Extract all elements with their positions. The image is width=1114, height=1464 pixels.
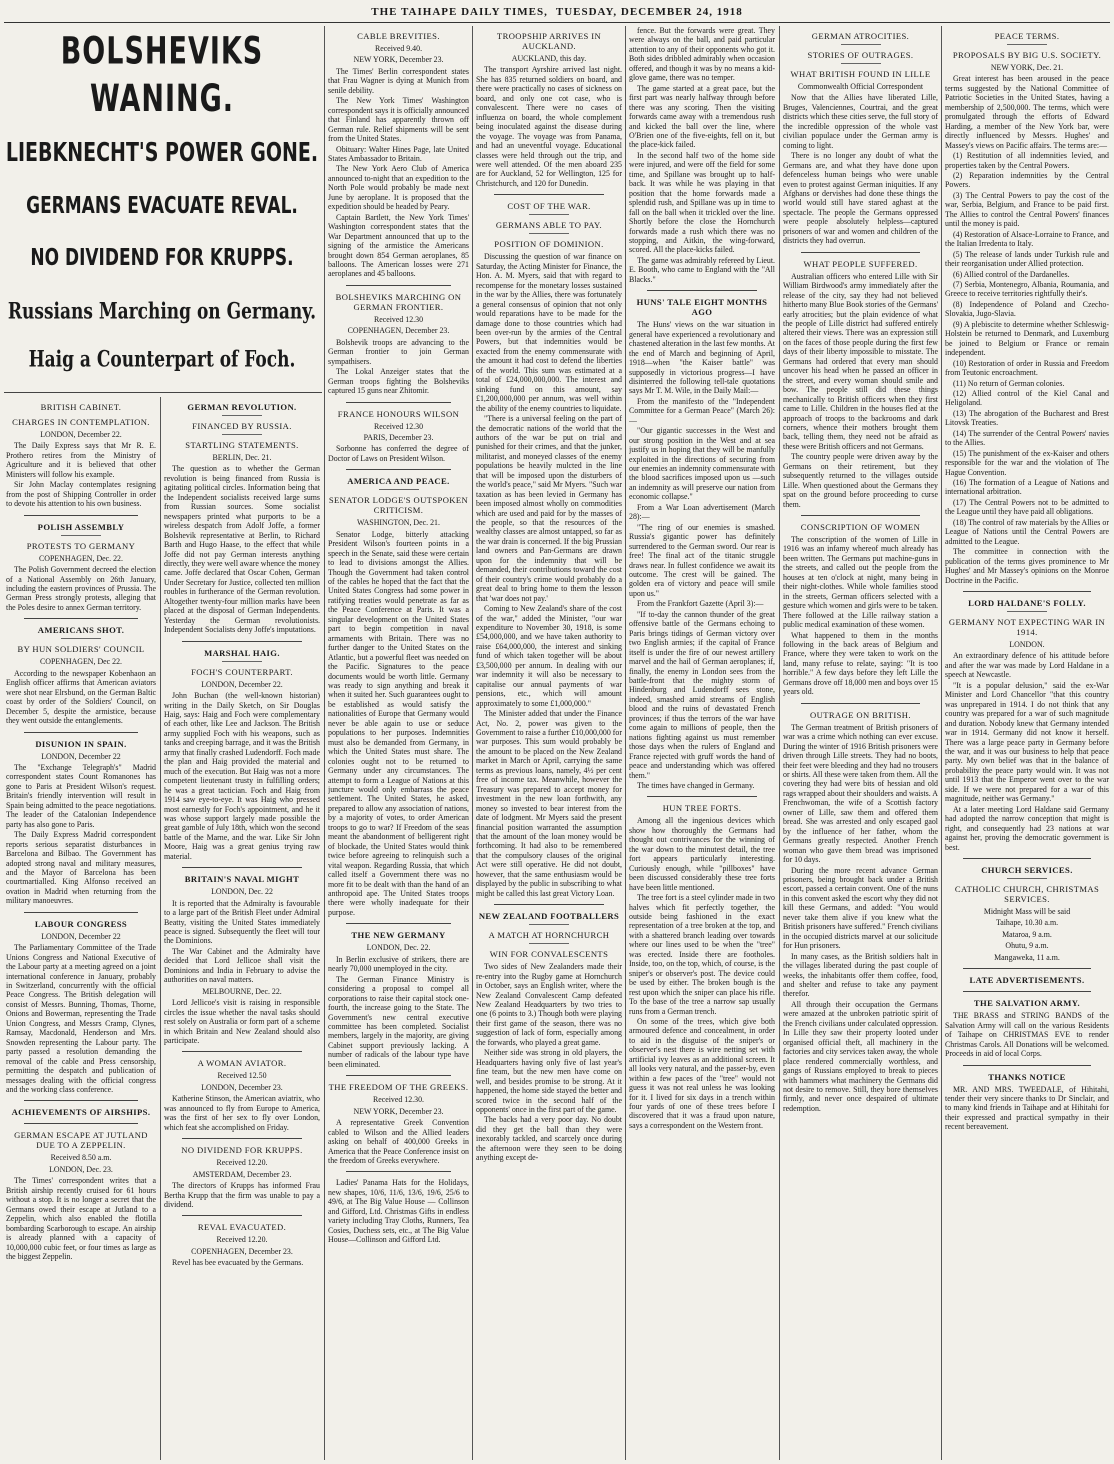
- rule: [24, 912, 138, 913]
- rule: [529, 943, 569, 944]
- column-6: [783, 26, 938, 1460]
- rule: [1007, 44, 1047, 45]
- article-paragraph: The Times' Berlin correspondent states that Frau Wagner is dying at Munich from senile debility.: [328, 66, 469, 95]
- column-3: [328, 26, 469, 1460]
- rule: [529, 214, 569, 215]
- article-heading: MARSHAL HAIG.: [204, 647, 280, 658]
- article-heading: CATHOLIC CHURCH, CHRISTMAS SERVICES.: [954, 883, 1100, 904]
- rule: [801, 703, 920, 704]
- article-paragraph: There is no longer any doubt of what the Germans are, and what they have done upon defenceless human beings who were unable even to protest against German iniquities. If any Afghans or dervishes had done these things the world would still have stared aghast at the spectacle. The people the Germans oppressed were people absolutely helpless—captured prisoners of war and women and children of the districts they had overrun.: [783, 151, 938, 246]
- article-paragraph: The "Exchange Telegraph's" Madrid correspondent states Count Romanones has gone to Paris at President Wilson's request. Britain's friendly intervention will result in Spain being admitted to the peace negotiations. The leader of the Catalonian Independence party has also gone to Paris.: [6, 762, 156, 829]
- article-paragraph: Ladies' Panama Hats for the Holidays, new shapes, 10/6, 11/6, 13/6, 19/6, 25/6 to 49/6, at The Big Value House — Collinson and Gifford, Ltd. Christmas Gifts in endless variety including Tray Cloths, Runners, Tea Cosies, Duchess sets, etc., at The Big Value House—Collinson and Gifford Ltd.: [328, 1178, 469, 1245]
- article-paragraph: (6) Allied control of the Dardanelles.: [953, 269, 1070, 279]
- column-divider: [779, 26, 780, 1460]
- rule: [346, 402, 451, 403]
- dateline: LONDON, December 22.: [40, 430, 122, 439]
- article-paragraph: "It is a popular delusion," said the ex-War Minister and Lord Chancellor "that this country was unprepared in 1914. I do not think that any country was prepared for a war of such magnitude and duration. Nobody knew that Germany intended war in 1914. Germany did not know it herself. There was a large peace party in Germany before the war, and it was our business to help that peace party. My own belief was that in the balance of probability the peace party would win. It was not until 1913 that the Emperor went over to the war side. If we were not prepared for a war of this magnitude, neither was Germany.": [945, 680, 1109, 804]
- article-paragraph: Now that the Allies have liberated Lille, Bruges, Valenciennes, Courtrai, and the great districts which these cities serve, the full story of the incredible oppression of the whole vast civilian populace under the German army is coming to light.: [783, 93, 938, 150]
- article-heading: CHURCH SERVICES.: [981, 864, 1073, 875]
- rule: [182, 1051, 302, 1052]
- rule: [494, 904, 604, 905]
- article-paragraph: The game started at a great pace, but the first part was nearly halfway through before there was any scoring. Then the visiting forwards came away with a tremendous rush and kicked the ball over the line, where O'Brien one of the five-eights, fell on it, but the place-kick failed.: [629, 83, 775, 150]
- rule: [647, 290, 757, 291]
- article-paragraph: "If to-day the cannon thunder of the great offensive battle of the Germans echoing to Paris brings tidings of German victory over two English armies; if the capital of France itself is under the fire of our newest artillery marvel and the hail of German aeroplanes; if, finally, the enemy in London sees from the battle-front that the mighty storm of Hindenburg and Ludendorff sees stone, indeed, smashed amid streams of English blood and the ruins of devastated French provinces; if thus the terrors of the war have come again to millions of people, then the nations fighting against us must remember those days when the rulers of England and France rejected with gruff words the hand of peace and understanding which was offered them.": [629, 609, 775, 780]
- headline-rule: [4, 392, 322, 393]
- dateline: NEW YORK, Dec. 21.: [990, 63, 1064, 72]
- rule: [529, 233, 569, 234]
- dateline: AMSTERDAM, December 23.: [192, 1169, 292, 1179]
- article-paragraph: In Berlin exclusive of strikers, there are nearly 70,000 unemployed in the city.: [328, 954, 469, 974]
- rule: [24, 618, 138, 619]
- rule: [379, 489, 419, 490]
- dateline: BERLIN, Dec. 21.: [212, 453, 272, 462]
- article-heading: HUN TREE FORTS.: [662, 803, 742, 814]
- dateline: Taihape, 10.30 a.m.: [995, 918, 1059, 928]
- article-heading: COST OF THE WAR.: [507, 201, 591, 212]
- rule: [963, 591, 1091, 592]
- article-heading: DISUNION IN SPAIN.: [35, 738, 127, 749]
- article-paragraph: "There is a universal feeling on the part of the democratic nations of the world that the authors of the war be put on trial and punished for their crimes, and that the junker, militarist, and moneyed classes of the enemy populations be heavily mulcted in the line that will be imposed upon the disturbers of the world's peace," said Mr Myers. "Such war taxation as has been levied in Germany has been imposed almost wholly on commodities which are used and paid for by the masses of the people, so that the resources of the wealthy classes are almost untapped, so far as the war drain is concerned. If the big Prussian land owners and Pan-Germans are drawn upon for the indemnity that will be demanded, their contributions toward the cost of their country's crime would probably do a great deal to bring home to them the lesson that 'war does not pay.': [476, 414, 622, 603]
- article-heading: GERMAN REVOLUTION.: [187, 402, 297, 412]
- article-paragraph: Discussing the question of war finance on Saturday, the Acting Minister for Finance, the Hon. A. M. Myers, said that with regard to recompense for the monetary losses sustained in the war by the Allies, there was fortunately a general consensus of opinion that not only would reparations have to be made for the damage done to those countries which had been over-run by the armies of the Central Powers, but that indemnities would be exacted from the enemy commensurate with the amount it had cost to defend the liberties of the world. This sum was estimated at a total of £24,000,000,000. The interest and sinking fund on this amount, say £1,200,000,000 per annum, was well within the ability of the enemy countries to liquidate.: [476, 252, 622, 413]
- article-paragraph: Neither side was strong in old players, the Headquarters having only five of last year's fine team, but the new men have come on well, and besides promise to be strong. At it happened, the home side stayed the better and scored twice in the second half of the opponents' once in the first part of the game.: [476, 1048, 622, 1114]
- article-paragraph: Australian officers who entered Lille with Sir William Birdwood's army immediately after the release of the city, say they had not believed hitherto many Blue Book stories of the Germans' early atrocities; but the plain evidence of what the people of Lille district had suffered entirely altered their views. There was an expression still on the faces of those people during the first few days of their liberty impossible to misstate. The Germans had ordered that every man should uncover his head when he passed an officer in the street, and every woman should smile and bow. The people still did these things mechanically to British officers when they first came to Lille. Children in the houses fled at the approach of troops to the backrooms and dark corners, whence their mothers brought them back, telling them, they need not be afraid as these were British officers and not Germans.: [783, 271, 938, 451]
- rule: [801, 252, 920, 253]
- article-paragraph: The game was admirably refereed by Lieut. E. Booth, who came to England with the "All Blacks.": [629, 255, 775, 284]
- article-paragraph: (17) The Central Powers not to be admitted to the League until they have paid all obligations.: [945, 497, 1109, 517]
- column-divider: [160, 397, 161, 1460]
- article-paragraph: Obituary: Walter Hines Page, late United States Ambassador to Britain.: [328, 144, 469, 163]
- article-paragraph: The German treatment of British prisoners of war was a crime which nothing can ever excuse. During the winter of 1916 British prisoners were driven through Lille streets. They had no boots, their feet were bleeding and they had no trousers or shirts. All these were taken from them. All the covering they had were bits of hessian and old rags wrapped about their shoulders and waists. A Frenchwoman, the wife of a Scottish factory owner of Lille, saw them and offered them bread. She was arrested and only escaped gaol by the influence of her father, whom the Germans greatly respected. Another French woman who gave them bread was imprisoned for 10 days.: [783, 722, 938, 865]
- dateline: LONDON, Dec. 22.: [366, 943, 431, 953]
- rule: [222, 434, 262, 435]
- article-paragraph: (15) The punishment of the ex-Kaiser and others responsible for the war and the violation of The Hague Convention.: [945, 448, 1109, 477]
- dateline: Received 9.40.: [374, 44, 423, 53]
- article-heading: WHAT BRITISH FOUND IN LILLE: [790, 69, 931, 79]
- rule: [182, 867, 302, 868]
- article-heading: AMERICA AND PEACE.: [347, 476, 450, 487]
- dateline: AUCKLAND, this day.: [511, 54, 587, 63]
- article-paragraph: (1) Restitution of all indemnities levied, and properties taken by the Central Powers.: [945, 151, 1109, 170]
- article-paragraph: At a later meeting Lord Haldane said Germany had adopted the narrow conception that might is right, and consequently had 23 nations at war against her, proving the democratic government is best.: [945, 804, 1109, 852]
- dateline: PARIS, December 23.: [363, 432, 434, 442]
- article-paragraph: John Buchan (the well-known historian) writing in the Daily Sketch, on Sir Douglas Haig, says: Haig and Foch were complementary of each other, like Lee and Jackson. The British army supplied Foch with his weapons, such as tanks and creeping barrage, and it was the British army that finally crashed Ludendorff. Foch made the plan and Haig provided the material and much of the execution. But Haig was not a more competent lieutenant trusty in fulfilling orders; he was a great tactician. Foch and Haig from 1914 saw eye-to-eye. It was Haig who pressed most earnestly for Foch's appointment, and he it was whose support largely made possible the great gamble of July 18th, which won the second battle of the Marne, and the war. Like Sir John Moore, Haig was a great genius trying raw material.: [164, 691, 320, 861]
- article-heading: BRITAIN'S NAVAL MIGHT: [184, 874, 300, 885]
- article-paragraph: Lord Jellicoe's visit is raising in responsible circles the issue whether the naval tasks should rest solely on Australia or form part of a scheme in which Britain and New Zealand should also participate.: [164, 998, 320, 1046]
- article-heading: CHARGES IN CONTEMPLATION.: [12, 417, 150, 427]
- article-paragraph: Sir John Maclay contemplates resigning from the post of Shipping Controller in order to devote his attention to his own business.: [6, 480, 156, 509]
- rule: [346, 1171, 451, 1172]
- article-heading: CONSCRIPTION OF WOMEN: [800, 522, 921, 533]
- article-paragraph: (3) The Central Powers to pay the cost of the war, Serbia, Belgium, and France to be paid first. The Allies to control the Central Powers' finances until the money is paid.: [945, 190, 1109, 229]
- rule: [963, 858, 1091, 859]
- article-heading: REVAL EVACUATED.: [197, 1222, 287, 1233]
- article-paragraph: The New York Times' Washington correspondent says it is officially announced that Finland has apparently thrown off German rule. Relief shipments will be sent from the United States.: [328, 96, 469, 144]
- headline-3: GERMANS EVACUATE REVAL.: [26, 192, 298, 220]
- dateline: LONDON, December 23.: [201, 1082, 283, 1092]
- dateline: Ohutu, 9 a.m.: [1005, 941, 1049, 951]
- headline-6: Haig a Counterpart of Foch.: [28, 347, 296, 373]
- article-paragraph: (11) No return of German colonies.: [953, 378, 1065, 388]
- article-paragraph: The War Cabinet and the Admiralty have decided that Lord Jellicoe shall visit the Dominions and India in February to advise the authorities on naval matters.: [164, 946, 320, 985]
- article-paragraph: A representative Greek Convention cabled to Wilson and the Allied leaders asking on behalf of 400,000 Greeks in America that the Peace Conference insist on the freedom of Greeks everywhere.: [328, 1118, 469, 1165]
- rule: [61, 535, 101, 536]
- column-divider: [625, 26, 626, 1460]
- headline-5: Russians Marching on Germany.: [7, 299, 317, 325]
- article-paragraph: (18) The control of raw materials by the Allies or League of Nations until the Central Powers are admitted to the League.: [945, 517, 1109, 546]
- article-heading: THE NEW GERMANY: [351, 930, 446, 941]
- column-divider: [472, 26, 473, 1460]
- article-paragraph: (13) The abrogation of the Bucharest and Brest Litovsk Treaties.: [945, 408, 1109, 428]
- article-heading: PEACE TERMS.: [994, 31, 1060, 41]
- article-paragraph: (2) Reparation indemnities by the Central Powers.: [945, 170, 1109, 190]
- article-heading: TROOPSHIP ARRIVES IN AUCKLAND.: [496, 31, 602, 51]
- dateline: Mataroa, 9 a.m.: [1002, 929, 1052, 939]
- masthead-date: TUESDAY, DECEMBER 24, 1918: [555, 6, 743, 18]
- article-paragraph: The Daily Express Madrid correspondent reports serious separatist disturbances in Barcelona and Bilbao. The Government has adopted strong naval and military measures, and the Mayor of Barcelona has been courtmartialled. King Alfonso received an ovation in Madrid when returning from the military manoeuvres.: [6, 830, 156, 906]
- article-paragraph: Among all the ingenious devices which show how thoroughly the Germans had thought out contrivances for the winning of the war down to the minutest detail, the tree fort appears particularly interesting. Curiously enough, while "pillboxes" have been discussed considerably these tree forts have been little mentioned.: [629, 816, 775, 892]
- rule: [24, 732, 138, 733]
- dateline: LONDON, Dec. 22: [211, 887, 273, 897]
- article-paragraph: The directors of Krupps has informed Frau Bertha Krupp that the firm was unable to pay a dividend.: [164, 1181, 320, 1209]
- dateline: Commonwealth Official Correspondent: [797, 82, 924, 91]
- article-heading: FRANCE HONOURS WILSON: [337, 408, 460, 419]
- rule: [346, 285, 451, 286]
- dateline: LONDON, December 22: [41, 931, 121, 941]
- article-heading: GERMAN ATROCITIES.: [811, 31, 910, 41]
- article-paragraph: (7) Serbia, Montenegro, Albania, Roumania, and Greece to receive territories rightfully their's.: [945, 279, 1109, 299]
- article-paragraph: The Minister added that under the Finance Act, No. 2, power was given to the Government to raise a further £10,000,000 for war purposes. This sum would probably be the amount to be placed on the New Zealand market in March or April, carrying the same terms as previous loans, namely, 4½ per cent free of income tax. Meanwhile, however the Treasury was prepared to accept money for investment in the new loan forthwith, any money so invested to bear interest from the date of lodgment. Mr Myers said the present financial position warranted the assumption that the amount of the loan money would be forthcoming. It had also to be remembered that the compulsory clauses of the original Act were still operative. He did not doubt, however, that the same enthusiasm would be displayed by the public in subscribing to what might be called this last great Victory Loan.: [476, 709, 622, 898]
- article-paragraph: All through their occupation the Germans were amazed at the unbroken patriotic spirit of the French civilians under calculated oppression. In Lille they saw their property looted under organised official theft, all machinery in the factories and city services taken away, the whole place rendered commercially worthless, and gangs of Russians employed to break to pieces with hammers what machinery the Germans did not desire to remove. Still, they bore themselves firmly, and never once despaired of ultimate redemption.: [783, 999, 938, 1113]
- headline-1: BOLSHEVIKS WANING.: [60, 29, 264, 121]
- article-paragraph: Coming to New Zealand's share of the cost of the war," added the Minister, "our war expenditure to November 30, 1918, is some £54,000,000, and we have taken authority to raise £64,000,000, the interest and sinking fund of which taken together will be about £3,500,000 per annum. In dealing with our war indemnity it will also be necessary to capitalise our annual payments of war pensions, etc., which will amount approximately to some £1,000,000.": [476, 604, 622, 708]
- rule: [24, 1123, 138, 1124]
- dateline: Midnight Mass will be said: [983, 906, 1071, 916]
- headline-block: [4, 26, 320, 392]
- rule: [1007, 611, 1047, 612]
- dateline: Received 12.30: [373, 314, 424, 324]
- article-heading: HUNS' TALE EIGHT MONTHS AGO: [636, 297, 768, 318]
- column-5: [629, 26, 775, 1460]
- article-paragraph: "Our gigantic successes in the West and our strong position in the West and at sea justify us in hoping that they will be manfully exploited in the directions of securing from our enemies an indemnity commensurate with the blood sacrifices imposed upon us —such an indemnity as will preserve our nation from economic collapse.": [629, 426, 775, 502]
- article-heading: WHAT PEOPLE SUFFERED.: [803, 258, 918, 269]
- article-heading: THE SALVATION ARMY.: [973, 998, 1081, 1009]
- dateline: LONDON, Dec. 23.: [49, 1164, 113, 1174]
- dateline: Received 8.50 a.m.: [50, 1153, 112, 1163]
- rule: [841, 63, 881, 64]
- article-paragraph: The committee in connection with the publication of the terms gives prominence to Mr Hughes' and Mr Massey's opinions on the Monroe Doctrine in the Pacific.: [945, 547, 1109, 585]
- article-heading: OUTRAGE ON BRITISH.: [810, 709, 911, 720]
- article-paragraph: (5) The release of lands under Turkish rule and their reorganisation under Allied protection.: [945, 249, 1109, 269]
- article-heading: STARTLING STATEMENTS.: [185, 440, 299, 450]
- rule: [1007, 878, 1047, 879]
- article-heading: A MATCH AT HORNCHURCH: [488, 930, 610, 941]
- article-paragraph: The Parliamentary Committee of the Trade Unions Congress and National Executive of the Labour party at a meeting agreed on a joint international conference in January, probably in Switzerland, concurrently with the official Peace Congress. The British delegation will consist of Messrs. Bunning, Thomas, Thorne, Onions and Bowerman, representing the Trade Union Congress, and Messrs Cramp, Clynes, Ramsay, Macdonald, Henderson and Mrs. Snowden representing the Labour party. The party passed a resolution demanding the removal of the cable and Press censorship, permitting the despatch and publication of messages dealing with the official congress and the working class conference.: [6, 943, 156, 1095]
- dateline: Received 12.20.: [216, 1158, 268, 1168]
- article-heading: FINANCED BY RUSSIA.: [192, 421, 292, 431]
- article-paragraph: The backs had a very poor day. No doubt did they get the ball than they were inexorably tackled, and scarcely once during the afternoon were they seen to be doing anything except de-: [476, 1115, 622, 1163]
- column-1: [6, 397, 156, 1460]
- article-paragraph: The New York Aero Club of America announced to-night that an expedition to the North Pole would probably be made next June by aeroplane. It is proposed that the expedition should be headed by Peary.: [328, 164, 469, 212]
- article-paragraph: During the more recent advance German prisoners, being brought back under a British escort, passed a certain convent. One of the nuns in this convent asked the escort why they did not kill these Germans, and added: "You would never take them alive if you knew what the British prisoners have suffered." French civilians in the occupied districts marvel at our solicitude for Hun prisoners.: [783, 865, 938, 951]
- article-paragraph: The transport Ayrshire arrived last night. She has 835 returned soldiers on board, and there were practically no cases of sickness on board, and only one cot case, who is convalescent. There were no cases of influenza on board, the whole complement being inoculated against the disease during the voyage. The voyage was from Panama, and had an uneventful voyage. Educational classes were held through out the trip, and were well attended. Of the men aboard 235 are for Auckland, 52 for Wellington, 125 for Christchurch, and 120 for Dunedin.: [476, 65, 622, 188]
- article-paragraph: Great interest has been aroused in the peace terms suggested by the National Committee of Patriotic Societies in the United States, having a membership of 2,500,000. The terms, which were promulgated through the efforts of Edward Harding, a member of the New York bar, were directly influenced by Messrs. Hughes' and Massey's views on Pacific affairs. The terms are:—: [945, 74, 1109, 150]
- dateline: Received 12.30.: [372, 1095, 425, 1105]
- rule: [963, 991, 1091, 992]
- article-heading: NO DIVIDEND FOR KRUPPS.: [181, 1145, 303, 1156]
- article-paragraph: (8) Independence of Poland and Czecho-Slovakia, Jugo-Slavia.: [945, 299, 1109, 319]
- dateline: Received 12.20.: [216, 1235, 268, 1245]
- article-heading: SENATOR LODGE'S OUTSPOKEN CRITICISM.: [328, 495, 469, 516]
- dateline: WASHINGTON, Dec. 21.: [357, 518, 440, 528]
- article-heading: CABLE BREVITIES.: [357, 31, 440, 41]
- article-paragraph: (16) The formation of a League of Nations and international arbitration.: [945, 478, 1109, 497]
- article-paragraph: In the second half two of the home side were injured, and were off the field for some time, and Spillane was brought up to half-back. It was while he was playing in that position that the home forwards made a splendid rush, and Spillane was up in time to fall on the ball when it trickled over the line. Shortly before the close the Hornchurch forwards made a rush which there was no stopping, and Aitkin, the wing-forward, scored. All the place-kicks failed.: [629, 150, 775, 255]
- rule: [222, 415, 262, 416]
- article-paragraph: According to the newspaper Kobenhaon an English officer affirms that American aviators were shot near Elrsbund, on the German Baltic coast by order of the Soldiers' Council, on December 5, despite the armistice, because they went outside the entanglements.: [6, 668, 156, 726]
- rule: [963, 1065, 1091, 1066]
- dateline: MELBOURNE, Dec. 22.: [202, 986, 282, 996]
- article-paragraph: The Daily Express says that Mr R. E. Prothero retires from the Ministry of Agriculture and it is believed that other Ministers will follow his example.: [6, 441, 156, 479]
- article-paragraph: Revel has bee evacuated by the Germans.: [172, 1258, 304, 1268]
- column-divider: [324, 26, 325, 1460]
- column-7: [945, 26, 1109, 1460]
- article-paragraph: From a War Loan advertisement (March 28):—: [629, 502, 775, 522]
- rule: [346, 923, 451, 924]
- dateline: COPENHAGEN, December 23.: [347, 326, 450, 336]
- rule: [182, 1138, 302, 1139]
- rule: [801, 515, 920, 516]
- article-paragraph: The question as to whether the German revolution is being financed from Russia is agitating political circles. Information being that the Independent socialists received large sums from Russian sources. Some socialist newspapers printed what purports to be a wireless despatch from Adolf Joffe, a former Bolshevik representative at Berlin, to Richard Barth and Hugo Haase, to the effect that while Joffe did not pay German interests anything directly, they were well aware whence the money came. Joffe declared that Oscar Cohen, German Under Secretary for Justice, collected ten million roubles in furtherance of the German revolution. Altogether twenty-four million marks have been placed at the disposal of German Independents. Yesterday the German revolutionists. Independent Socialists deny Joffe's imputations.: [164, 464, 320, 635]
- dateline: NEW YORK, December 23.: [353, 1106, 444, 1116]
- headline-4: NO DIVIDEND FOR KRUPPS.: [30, 244, 294, 272]
- dateline: LONDON, December 22.: [201, 679, 283, 689]
- article-paragraph: From the Frankfort Gazette (April 3):—: [637, 599, 764, 609]
- article-paragraph: (10) Restoration of order in Russia and Freedom from Teutonic encroachment.: [945, 358, 1109, 378]
- article-paragraph: From the manifesto of the "Independent Committee for a German Peace" (March 26):—: [629, 396, 775, 425]
- article-heading: WIN FOR CONVALESCENTS: [489, 949, 609, 960]
- rule: [529, 924, 569, 925]
- article-heading: PROTESTS TO GERMANY: [26, 540, 136, 551]
- dateline: COPENHAGEN, December 23.: [191, 1246, 293, 1256]
- column-4: [476, 26, 622, 1460]
- dateline: COPENHAGEN, Dec. 22.: [39, 553, 123, 563]
- article-paragraph: Senator Lodge, bitterly attacking President Wilson's fourteen points in a speech in the Senate, said these were certain to lead to divisions amongst the Allies. Though the Government had taken control of the cables he hoped that the fact that the United States Congress had some power in ratifying treaties would penetrate as far as the Peace Conference at Paris. It was a singular development on the United States part to begin competition in naval armaments with Britain. There was no further danger to the United States on the Atlantic, but a powerful fleet was needed on the Pacific. Signatures to the peace documents would be worth little. Germany was ready to sign anything and break it when it suited her. Such guarantees ought to be established as would satisfy the nationalities of Europe that Germany would never be able again to use or seduce populations to her purposes. Indemnities must also be demanded from Germany, in which the United States must share. The colonies ought not to be returned to Germany under any circumstances. The attempt to form a League of Nations at this juncture would only embarrass the peace settlement. The United States, he asked, prepared to allow any association of nations, by a majority of votes, to order American troops to go to war? If Freedom of the seas meant the abandonment of belligerent right of blockade, the United States would think twice before agreeing to relinquish such a vital weapon. Regarding Russia, that which called itself a Government there was no more fit to be dealt with than the hand of an anthropoid ape. The United States troops there were wholly inadequate for their purpose.: [328, 529, 469, 917]
- article-paragraph: Two sides of New Zealanders made their re-entry into the Rugby game at Hornchurch in October, says an English writer, where the New Zealand Convalescent Camp defeated New Zealand Headquarters by two tries to one (6 points to 3.) Though both were playing their first game of the season, there was no suggestion of lack of form, especially among the forwards, who played a great game.: [476, 962, 622, 1047]
- rule: [24, 515, 138, 516]
- rule: [647, 796, 757, 797]
- rule: [24, 1100, 138, 1101]
- dateline: NEW YORK, December 23.: [353, 55, 444, 65]
- article-paragraph: (4) Restoration of Alsace-Lorraine to France, and the Italian Irredenta to Italy.: [945, 229, 1109, 249]
- headline-2: LIEBKNECHT'S POWER GONE.: [5, 138, 319, 168]
- article-heading: NEW ZEALAND FOOTBALLERS: [478, 911, 620, 922]
- article-paragraph: Sorbonne has conferred the degree of Doctor of Laws on President Wilson.: [328, 444, 469, 463]
- rule: [346, 469, 451, 470]
- article-heading: A WOMAN AVIATOR.: [197, 1058, 287, 1069]
- top-rule: [4, 22, 1110, 23]
- rule: [182, 641, 302, 642]
- article-paragraph: The German Finance Ministry is considering a proposal to compel all corporations to raise their capital stock one-fourth, the increase going to the State. The Government's new central executive committee has been completed. Socialist members, largely in the majority, are giving Cabinet support previously lacking. A number of radicals of the labour type have been eliminated.: [328, 974, 469, 1069]
- article-heading: LATE ADVERTISEMENTS.: [969, 975, 1085, 986]
- article-heading: BRITISH CABINET.: [40, 402, 122, 412]
- rule: [182, 1215, 302, 1216]
- rule: [841, 44, 881, 45]
- article-paragraph: The Polish Government decreed the election of a National Assembly on 26th January, including the eastern provinces of Prussia. The German Press strongly protests, alleging that the Poles desire to annex German territory.: [6, 565, 156, 612]
- dateline: Received 12.30: [373, 421, 424, 431]
- article-heading: GERMANY NOT EXPECTING WAR IN 1914.: [948, 617, 1106, 638]
- article-paragraph: The tree fort is a steel cylinder made in two halves which fit perfectly together, the outside being fashioned in the exact representation of a tree broken at the top, and with a shattered branch leading over towards where our lines used to be when the "tree" was erected. Inside there are footholes. Inside, too, on the top, which, of course, is the sniper's or observer's post. The device could be used by either. The broken bough is the rest upon which the sniper can place his rifle. To the base of the tree a narrow sap usually runs from a German trench.: [629, 893, 775, 1016]
- rule: [494, 194, 604, 195]
- article-paragraph: The Huns' views on the war situation in general have experienced a revolutionary and chastened alteration in the last few months. At the end of March and beginning of April, 1918—when "the Kaiser battle" was supposedly in victorious progress—I have disinterred the following tell-tale quotations says Mr T. M. Wile, in the Daily Mail:—: [629, 320, 775, 396]
- rule: [61, 638, 101, 639]
- article-paragraph: The Lokal Anzeiger states that the German troops fighting the Bolsheviks captured 15 guns near Zhitomir.: [328, 367, 469, 396]
- article-paragraph: (14) The surrender of the Central Powers' navies to the Allies.: [945, 428, 1109, 448]
- masthead-paper: THE TAIHAPE DAILY TIMES,: [371, 6, 548, 18]
- dateline: LONDON.: [1009, 640, 1045, 650]
- article-heading: BY HUN SOLDIERS' COUNCIL: [17, 644, 145, 655]
- article-paragraph: "The ring of our enemies is smashed. Russia's gigantic power has definitely surrendered to the German sword. Our rear is free! The final act of the titanic struggle draws near. In fullest confidence we await its outcome. The crest will be gained. The golden era of victory and peace will smile upon us.": [629, 522, 775, 598]
- article-heading: POSITION OF DOMINION.: [494, 239, 604, 250]
- article-heading: POLISH ASSEMBLY: [37, 521, 125, 532]
- rule: [346, 1075, 451, 1076]
- article-paragraph: THE BRASS and STRING BANDS of the Salvation Army will call on the various Residents of Taihape on CHRISTMAS EVE to render Christmas Carols. All Donations will be welcomed. Proceeds in aid of local Corps.: [945, 1011, 1109, 1059]
- article-paragraph: MR. AND MRS. TWEEDALE, of Hihitahi, tender their very sincere thanks to Dr Sinclair, and to many kind friends in Taihape and at Hihitahi for their expressed and practical sympathy in their recent bereavement.: [945, 1084, 1109, 1132]
- article-paragraph: What happened to them in the months following in the back areas of Belgium and France, where they were taken to work on the land, many refuse to relate, saying: "It is too horrible." A few days before they left Lille the Germans drove off 18,000 men and boys over 15 years old.: [783, 630, 938, 697]
- article-heading: GERMANS ABLE TO PAY.: [495, 220, 603, 231]
- article-heading: PROPOSALS BY BIG U.S. SOCIETY.: [952, 50, 1102, 60]
- article-heading: ACHIEVEMENTS OF AIRSHIPS.: [11, 1107, 151, 1118]
- article-paragraph: The times have changed in Germany.: [637, 780, 755, 790]
- article-paragraph: It is reported that the Admiralty is favourable to a large part of the British Fleet under Admiral Beatty, visiting the United States immediately peace is signed. Subsequently the fleet will tour the Dominions.: [164, 898, 320, 946]
- article-paragraph: On some of the trees, which give both armoured defence and concealment, in order to aid in the disguise of the sniper's or observer's nest there is wire netting set with artificial ivy leaves as an additional screen. It all looks very natural, and the passer-by, even within a few paces of the "tree" would not guess it was not real unless he was looking for it. I lived for six days in a trench within four yards of one of these trees before I discovered that it was a fraud upon nature, says a correspondent on the Western front.: [629, 1016, 775, 1130]
- article-paragraph: fence. But the forwards were great. They were always on the ball, and paid particular attention to any of their opponents who got it. Both sides dribbled admirably when occasion offered, and though it was by no means a kid-glove game, there was no temper.: [629, 26, 775, 83]
- dateline: Mangaweka, 11 a.m.: [994, 952, 1060, 962]
- article-heading: THANKS NOTICE: [988, 1071, 1066, 1082]
- article-paragraph: Bolshevik troops are advancing to the German frontier to join German sympathisers.: [328, 337, 469, 366]
- rule: [963, 968, 1091, 969]
- article-paragraph: An extraordinary defence of his attitude before and after the war was made by Lord Haldane in a speech at Newcastle.: [945, 651, 1109, 680]
- masthead: [0, 0, 1114, 22]
- column-divider: [941, 26, 942, 1460]
- article-heading: LABOUR CONGRESS: [34, 918, 128, 929]
- article-paragraph: Katherine Stinson, the American aviatrix, who was announced to fly from Europe to America, was the first of her sex to fly over London, which feat she accomplished on Friday.: [164, 1094, 320, 1132]
- article-paragraph: Captain Bartlett, the New York Times' Washington correspondent states that the War Department announced that up to the signing of the armistice the Americans brought down 854 German aeroplanes, 85 balloons. The American losses were 271 aeroplanes and 45 balloons.: [328, 212, 469, 279]
- article-heading: STORIES OF OUTRAGES.: [807, 50, 914, 60]
- article-paragraph: (9) A plebiscite to determine whether Schleswig-Holstein be returned to Denmark, and Luxemburg be joined to Belgium or France or remain independent.: [945, 319, 1109, 358]
- article-paragraph: The country people were driven away by the Germans on their retirement, but they subsequently returned to the villages outside Lille. When questioned about the Germans they spat on the ground before proceeding to curse them.: [783, 452, 938, 509]
- dateline: COPENHAGEN, Dec 22.: [40, 657, 122, 667]
- rule: [222, 661, 262, 662]
- article-paragraph: (12) Allied control of the Kiel Canal and Heligoland.: [945, 388, 1109, 408]
- article-heading: AMERICANS SHOT.: [37, 625, 125, 636]
- article-heading: BOLSHEVIKS MARCHING ON GERMAN FRONTIER.: [335, 291, 462, 312]
- column-2: [164, 397, 320, 1460]
- article-paragraph: The conscription of the women of Lille in 1916 was an infamy whereof much already has been written. The Germans put machine-guns in the streets, and called out the people from the houses at ten o'clock at night, many being in their night-clothes. While whole families stood in the streets, German officers selected with a gesture which women and girls were to be taken. There followed at the Lille railway station a public medical examination of these women.: [783, 535, 938, 630]
- article-heading: LORD HALDANE'S FOLLY.: [968, 598, 1086, 609]
- dateline: LONDON, December 22: [41, 751, 121, 761]
- article-heading: GERMAN ESCAPE AT JUTLAND DUE TO A ZEPPELIN.: [14, 1130, 148, 1151]
- article-heading: THE FREEDOM OF THE GREEKS.: [328, 1082, 469, 1093]
- article-paragraph: In many cases, as the British soldiers halt in the villages liberated during the past couple of weeks, the inhabitants offer them coffee, food, and shelter and refuse to take any payment therefor.: [783, 951, 938, 999]
- article-heading: FOCH'S COUNTERPART.: [191, 666, 293, 677]
- dateline: Received 12.50: [217, 1071, 267, 1081]
- article-paragraph: The Times' correspondent writes that a British airship recently cruised for 61 hours without a stop. It is no longer a secret that the Germans owed their escape at Jutland to a Zeppelin, which also enabled the flotilla bombarding Scarborough to escape. An airship is already planned with a capacity of 10,000,000 cubic feet, or four times as large as the biggest Zeppelin.: [6, 1176, 156, 1261]
